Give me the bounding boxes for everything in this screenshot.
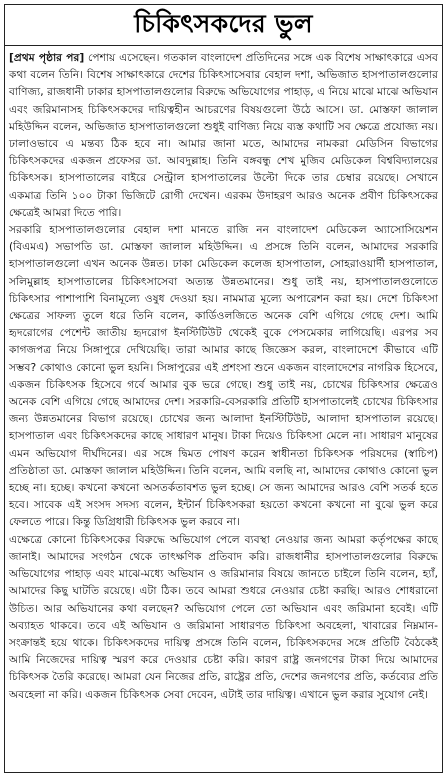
newspaper-clipping: [4, 4, 443, 773]
article-paragraph-2: সরকারি হাসপাতালগুলোর বেহাল দশা মানতে রাজি নন বাংলাদেশ মেডিকেল অ্যাসোসিয়েশন (বিএমএ) সভাপতি ডা. মোস্তফা জালাল মহিউদ্দিন। এ প্রসঙ্গে তিনি বলেন, আমাদের সরকারি হাসপাতালগুলো এখন অনেক উন্নত। ঢাকা মেডিকেল কলেজ হাসপাতাল, সোহরাওয়ার্দী হাসপাতাল, সলিমুল্লাহ হাসপাতালের চিকিৎসাসেবা অত্যন্ত উন্নতমানের। শুধু তাই নয়, হাসপাতালগুলোতে চিকিৎসার পাশাপাশি বিনামূল্যে ওষুধ দেওয়া হয়। নামমাত্র মূল্যে অপারেশন করা হয়। দেশে চিকিৎসা ক্ষেত্রের সাফল্য তুলে ধরে তিনি বলেন, কার্ডিওলজিতে অনেক বেশি এগিয়ে গেছে দেশ। আমি হৃদরোগের পেশেন্ট জাতীয় হৃদরোগ ইনস্টিটিউট থেকেই বুকে পেসমেকার লাগিয়েছি। এরপর সব কাগজপত্র নিয়ে সিঙ্গাপুরে দেখিয়েছি। তারা আমার কাছে জিজ্ঞেস করল, বাংলাদেশে কীভাবে এটি সম্ভব? কোথাও কোনো ভুল হয়নি। সিঙ্গাপুরের এই প্রশংসা শুনে একজন বাংলাদেশের নাগরিক হিসেবে, একজন চিকিৎসক হিসেবে গর্বে আমার বুক ভরে গেছে। শুধু তাই নয়, চোখের চিকিৎসার ক্ষেত্রেও অনেক বেশি এগিয়ে গেছে আমাদের দেশ। সরকারি-বেসরকারি প্রতিটি হাসপাতালেই চোখের চিকিৎসার জন্য উন্নতমানের বিভাগ রয়েছে। চোখের জন্য আলাদা ইনস্টিটিউট, আলাদা হাসপাতাল রয়েছে। হাসপাতাল এবং চিকিৎসকদের কাছে সাধারণ মানুষ। টাকা দিয়েও চিকিৎসা মেলে না। সাধারণ মানুষের এমন অভিযোগ দীর্ঘদিনের। এর সঙ্গে দ্বিমত পোষণ করেন স্বাধীনতা চিকিৎসক পরিষদের (স্বাচিপ) প্রতিষ্ঠাতা ডা. মোস্তফা জালাল মহিউদ্দিন। তিনি বলেন, আমি বলছি না, আমাদের কোথাও কোনো ভুল হচ্ছে না। হচ্ছে। কখনো কখনো অসতর্কতাবশত ভুল হচ্ছে। সে জন্য আমাদের আরও বেশি সতর্ক হতে হবে। সাবেক এই সংসদ সদস্য বলেন, ইন্টার্ন চিকিৎসকরা হয়তো কখনো কখনো না বুঝে ভুল করে ফেলতে পারে। কিন্তু ডিগ্রিধারী চিকিৎসক ভুল করবে না।: [9, 223, 438, 529]
article-body: [5, 46, 442, 703]
article-paragraph-1: [9, 49, 438, 221]
article-paragraph-3: এক্ষেত্রে কোনো চিকিৎসকের বিরুদ্ধে অভিযোগ পেলে ব্যবস্থা নেওয়ার জন্য আমরা কর্তৃপক্ষের কাছে জানাই। আমাদের সংগঠন থেকে তাৎক্ষণিক প্রতিবাদ করি। রাজধানীর হাসপাতালগুলোর বিরুদ্ধে অভিযোগের পাহাড় এবং মাঝে-মধ্যে অভিযান ও জরিমানার বিষয়ে জানতে চাইলে তিনি বলেন, হ্যাঁ, আমাদের কিছু ঘাটতি রয়েছে। এটা ঠিক। তবে আমরা শুধরে নেওয়ার চেষ্টা করছি। আরও শোধরানো উচিত। আর অভিযানের কথা বলছেন? অভিযোগ পেলে তো অভিযান এবং জরিমানা হবেই। এটি অব্যাহত থাকবে। তবে এই অভিযান ও জরিমানা সাধারণত চিকিৎসা অবহেলা, খাবারের নিম্নমান-সংক্রান্তই হয়ে থাকে। চিকিৎসকদের দায়িত্ব প্রসঙ্গে তিনি বলেন, চিকিৎসকদের সঙ্গে প্রতিটি বৈঠকেই আমি নিজেদের দায়িত্ব স্মরণ করে দেওয়ার চেষ্টা করি। কারণ রাষ্ট্র জনগণের টাকা দিয়ে আমাদের চিকিৎসক তৈরি করেছে। আমরা যেন নিজের প্রতি, রাষ্ট্রের প্রতি, দেশের জনগণের প্রতি, কর্তব্যের প্রতি অবহেলা না করি। একজন চিকিৎসক সেবা দেবেন, এটাই তার দায়িত্ব। এখানে ভুল করার সুযোগ নেই।: [9, 532, 438, 701]
paragraph-1-text: পেশায় এসেছেন। গতকাল বাংলাদেশ প্রতিদিনের সঙ্গে এক বিশেষ সাক্ষাৎকারে এসব কথা বলেন তিনি। বিশেষ সাক্ষাৎকারে দেশের চিকিৎসাসেবার বেহাল দশা, অভিজাত হাসপাতালগুলোর বাণিজ্য, রাজধানী ঢাকার হাসপাতালগুলোর বিরুদ্ধে অভিযোগের পাহাড়, এ নিয়ে মাঝে মাঝে অভিযান এবং জরিমানাসহ চিকিৎসকদের দায়িত্বহীন আচরণের বিষয়গুলো উঠে আসে। ডা. মোস্তফা জালাল মহিউদ্দিন বলেন, অভিজাত হাসপাতালগুলো শুধুই বাণিজ্য নিয়ে ব্যস্ত কথাটি সব ক্ষেত্রে প্রযোজ্য নয়। ঢালাওভাবে এ মন্তব্য ঠিক হবে না। আমার জানা মতে, আমাদের নামকরা মেডিসিন বিভাগের চিকিৎসকদের একজন প্রফেসর ডা. আবদুল্লাহ। তিনি বঙ্গবন্ধু শেখ মুজিব মেডিকেল বিশ্ববিদ্যালয়ের চিকিৎসক। হাসপাতালের বাইরে সেন্ট্রাল হাসপাতালের উল্টো দিকে তার চেম্বার রয়েছে। সেখানে একমাত্র তিনি ১০০ টাকা ভিজিটে রোগী দেখেন। এরকম উদাহরণ আরও অনেক প্রবীণ চিকিৎসকের ক্ষেত্রেই আমরা দিতে পারি।: [9, 51, 439, 219]
article-headline: চিকিৎসকদের ভুল: [5, 5, 442, 46]
continued-from-front-page-tag: [প্রথম পৃষ্ঠার পর]: [9, 51, 85, 64]
